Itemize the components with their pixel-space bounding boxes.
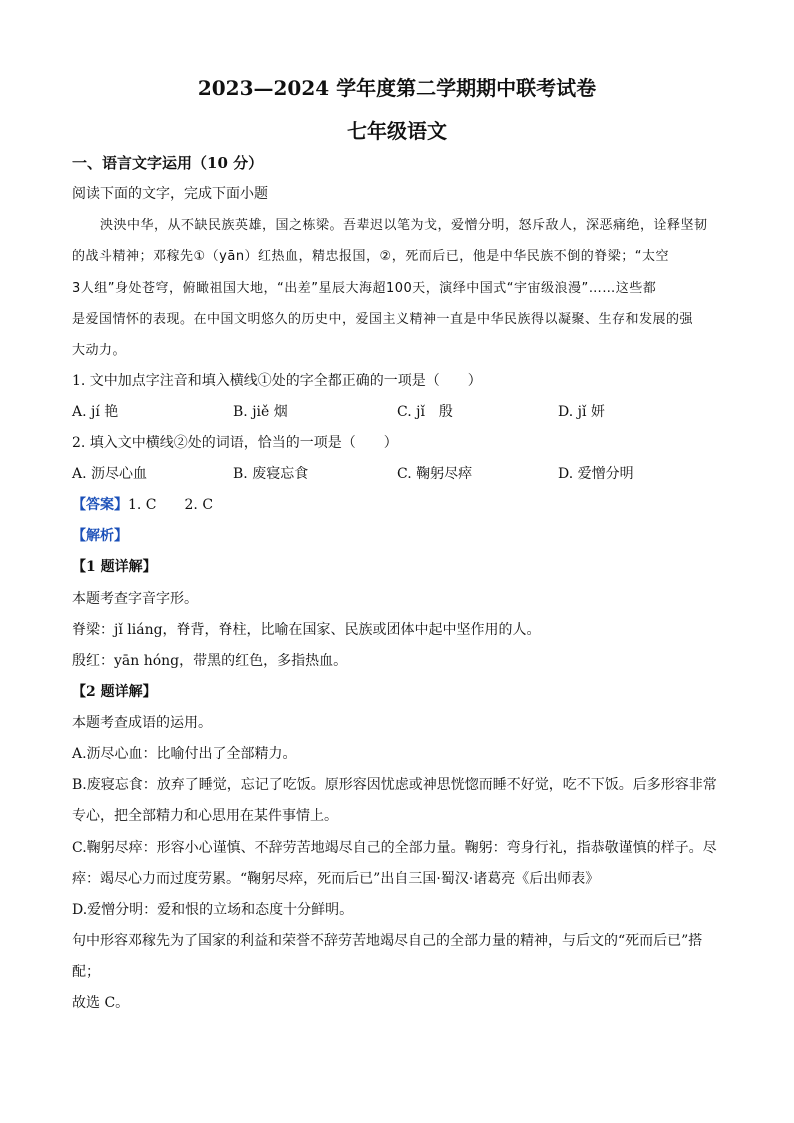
detail-1-line: 脊梁：jǐ liáng，脊背，脊柱，比喻在国家、民族或团体中起中坚作用的人。 <box>72 622 541 638</box>
detail-1-line: 殷红：yān hóng，带黑的红色，多指热血。 <box>72 653 348 669</box>
analysis-label: 【解析】 <box>72 528 128 544</box>
q1-option-d: D. jǐ 妍 <box>558 404 605 420</box>
question-2-stem: 2. 填入文中横线②处的词语，恰当的一项是（ ） <box>72 435 398 451</box>
detail-2-line: 专心，把全部精力和心思用在某件事情上。 <box>72 808 338 824</box>
detail-2-line: 故选 C。 <box>72 995 130 1011</box>
exam-subtitle: 七年级语文 <box>347 119 447 143</box>
detail-1-label: 【1 题详解】 <box>72 559 157 575</box>
instruction: 阅读下面的文字，完成下面小题 <box>72 186 268 202</box>
answer-row <box>72 494 213 514</box>
q1-option-b: B. jiě 烟 <box>233 404 288 420</box>
q1-option-c: C. jǐ 殷 <box>397 404 453 420</box>
detail-2-line: B.废寝忘食：放弃了睡觉，忘记了吃饭。原形容因忧虑或神思恍惚而睡不好觉，吃不下饭。后多形容非常 <box>72 777 717 793</box>
q2-option-d: D. 爱憎分明 <box>558 466 634 482</box>
detail-2-line: C.鞠躬尽瘁：形容小心谨慎、不辞劳苦地竭尽自己的全部力量。鞠躬：弯身行礼，指恭敬谨慎的样子。尽 <box>72 840 717 856</box>
passage-line: 的战斗精神；邓稼先①（yān）红热血，精忠报国，②，死而后已，他是中华民族不倒的脊梁；“太空 <box>72 249 669 264</box>
detail-2-label: 【2 题详解】 <box>72 684 157 700</box>
detail-2-line: D.爱憎分明：爱和恨的立场和态度十分鲜明。 <box>72 902 354 918</box>
q2-option-c: C. 鞠躬尽瘁 <box>397 466 473 482</box>
detail-2-line: 句中形容邓稼先为了国家的利益和荣誉不辞劳苦地竭尽自己的全部力量的精神，与后文的“死而后已”搭 <box>72 933 703 949</box>
passage-line: 大动力。 <box>72 343 127 358</box>
answer-label: 【答案】 <box>72 497 128 513</box>
detail-2-line: 瘁：竭尽心力而过度劳累。“鞠躬尽瘁，死而后已”出自三国·蜀汉·诸葛亮《后出师表》 <box>72 871 600 887</box>
detail-2-line: 本题考查成语的运用。 <box>72 715 212 731</box>
passage-line: 3人组”身处苍穹，俯瞰祖国大地，“出差”星辰大海超100天，演绎中国式“宇宙级浪漫”……这些都 <box>72 281 657 296</box>
answer-text: 1. C 2. C <box>128 497 214 513</box>
detail-1-line: 本题考查字音字形。 <box>72 591 198 607</box>
section-heading: 一、语言文字运用（10 分） <box>72 154 264 172</box>
passage-line: 是爱国情怀的表现。在中国文明悠久的历史中，爱国主义精神一直是中华民族得以凝聚、生存和发展的强 <box>72 312 694 327</box>
q1-option-a: A. jí 艳 <box>72 404 119 420</box>
detail-2-line: 配； <box>72 964 100 980</box>
q2-option-a: A. 沥尽心血 <box>72 466 148 482</box>
question-1-stem: 1. 文中加点字注音和填入横线①处的字全都正确的一项是（ ） <box>72 373 482 389</box>
passage-line: 泱泱中华，从不缺民族英雄，国之栋梁。吾辈迟以笔为戈，爱憎分明，怒斥敌人，深恶痛绝，诠释坚韧 <box>100 218 708 233</box>
detail-2-line: A.沥尽心血：比喻付出了全部精力。 <box>72 746 297 762</box>
q2-option-b: B. 废寝忘食 <box>233 466 309 482</box>
exam-title: 2023—2024 学年度第二学期期中联考试卷 <box>197 76 597 100</box>
